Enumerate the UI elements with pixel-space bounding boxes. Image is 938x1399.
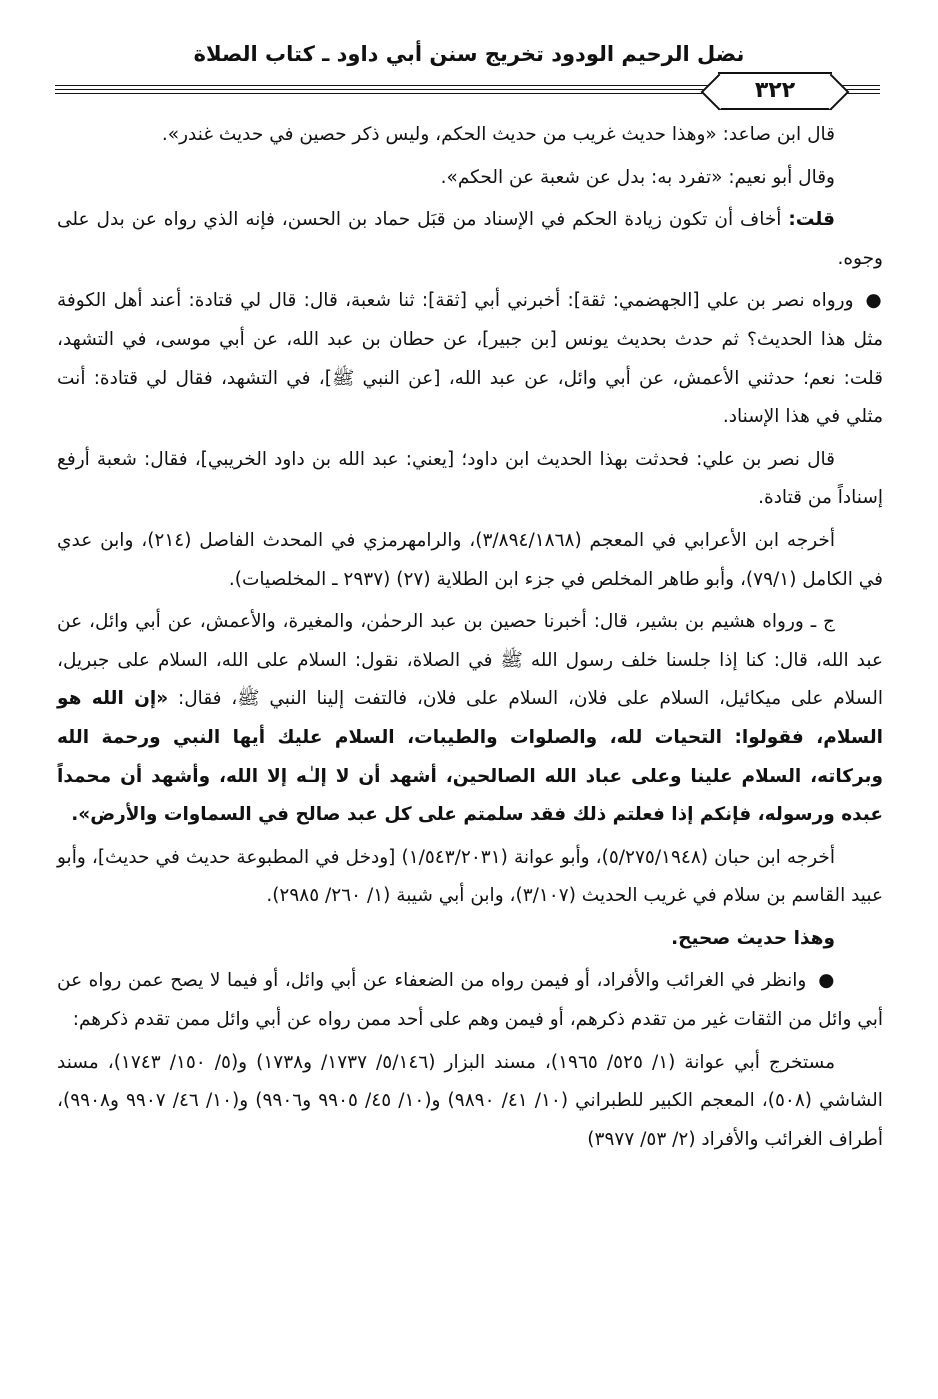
main-text <box>57 116 883 1163</box>
paragraph <box>57 839 883 916</box>
running-title: نضل الرحيم الودود تخريج سنن أبي داود ـ كتاب الصلاة <box>193 42 745 66</box>
paragraph <box>57 920 883 959</box>
paragraph <box>57 201 883 278</box>
paragraph <box>57 441 883 518</box>
paragraph <box>57 962 883 1039</box>
text-run: وقال أبو نعيم: «تفرد به: بدل عن شعبة عن الحكم». <box>440 166 835 188</box>
paragraph <box>57 282 883 436</box>
text-run: قال ابن صاعد: «وهذا حديث غريب من حديث الحكم، وليس ذكر حصين في حديث غندر». <box>161 124 835 145</box>
bold-text: وهذا حديث صحيح. <box>671 927 835 949</box>
text-run: أخاف أن تكون زيادة الحكم في الإسناد من قبَل حماد بن الحسن، فإنه الذي رواه عن بدل على وجوه. <box>57 209 883 269</box>
paragraph <box>57 603 883 835</box>
page-number-badge <box>718 72 832 110</box>
paragraph <box>57 1044 883 1160</box>
paragraph <box>57 159 883 198</box>
text-run: أخرجه ابن الأعرابي في المعجم (٣/٨٩٤/١٨٦٨)، والرامهرمزي في المحدث الفاصل (٢١٤)، وابن عدي في الكامل (٧٩/١)، وأبو طاهر المخلص في جزء ابن الطلاية (٢٧) (٢٩٣٧ ـ المخلصيات). <box>57 529 883 590</box>
bullet-icon: ● <box>818 970 835 992</box>
text-run: أخرجه ابن حبان (٥/٢٧٥/١٩٤٨)، وأبو عوانة (١/٥٤٣/٢٠٣١) [ودخل في المطبوعة حديث في حديث]، وأبو عبيد القاسم بن سلام في غريب الحديث (٣/١٠٧)، وابن أبي شيبة (١/ ٢٦٠/ ٢٩٨٥). <box>57 846 883 907</box>
text-run: قال نصر بن علي: فحدثت بهذا الحديث ابن داود؛ [يعني: عبد الله بن داود الخريبي]، فقال: شعبة أرفع إسناداً من قتادة. <box>57 448 883 509</box>
bullet-icon: ● <box>865 290 883 312</box>
bold-text: قلت: <box>788 209 835 231</box>
text-run: وانظر في الغرائب والأفراد، أو فيمن رواه من الضعفاء عن أبي وائل، أو فيما لا يصح عمن رواه عن أبي وائل من الثقات غير من تقدم ذكرهم، أو فيمن وهم على أحد ممن رواه عن أبي وائل ممن تقدم ذكرهم: <box>57 970 883 1031</box>
bold-text: «إن الله هو السلام، فقولوا: التحيات لله، والصلوات والطيبات، السلام عليك أيها النبي ورحمة الله وبركاته، السلام علينا وعلى عباد الله الصالحين، أشهد أن لا إلـٰه إلا الله، وأشهد أن محمداً عبده ورسوله، فإنكم إذا فعلتم ذلك فقد سلمتم على كل عبد صالح في السماوات والأرض». <box>57 688 883 826</box>
text-run: ج ـ ورواه هشيم بن بشير، قال: أخبرنا حصين بن عبد الرحمٰن، والمغيرة، والأعمش، عن أبي وائل، عن عبد الله، قال: كنا إذا جلسنا خلف رسول الله ﷺ في الصلاة، نقول: السلام على الله، السلام على جبريل، السلام على ميكائيل، السلام على فلان، السلام على فلان، فالتفت إلينا النبي ﷺ، فقال: <box>57 611 884 710</box>
page-number: ٣٢٢ <box>754 78 796 103</box>
text-run: ورواه نصر بن علي [الجهضمي: ثقة]: أخبرني أبي [ثقة]: ثنا شعبة، قال: قال لي قتادة: أعند أهل الكوفة مثل هذا الحديث؟ ثم حدث بحديث يونس [بن جبير]، عن حطان بن عبد الله، عن أبي موسى، في التشهد، قلت: نعم؛ حدثني الأعمش، عن أبي وائل، عن عبد الله، [عن النبي ﷺ]، في التشهد، فقال لي قتادة: أنت مثلي في هذا الإسناد. <box>57 290 883 428</box>
text-run: مستخرج أبي عوانة (١/ ٥٢٥/ ١٩٦٥)، مسند البزار (٥/١٤٦/ ١٧٣٧/ و١٧٣٨) و(٥/ ١٥٠/ ١٧٤٣)، مسند الشاشي (٥٠٨)، المعجم الكبير للطبراني (١٠/ ٤١/ ٩٨٩٠) و(١٠/ ٤٥/ ٩٩٠٥ و٩٩٠٦) و(١٠/ ٤٦/ ٩٩٠٧ و٩٩٠٨)، أطراف الغرائب والأفراد (٢/ ٥٣/ ٣٩٧٧) <box>57 1051 883 1150</box>
paragraph <box>57 522 883 599</box>
paragraph <box>57 116 883 155</box>
